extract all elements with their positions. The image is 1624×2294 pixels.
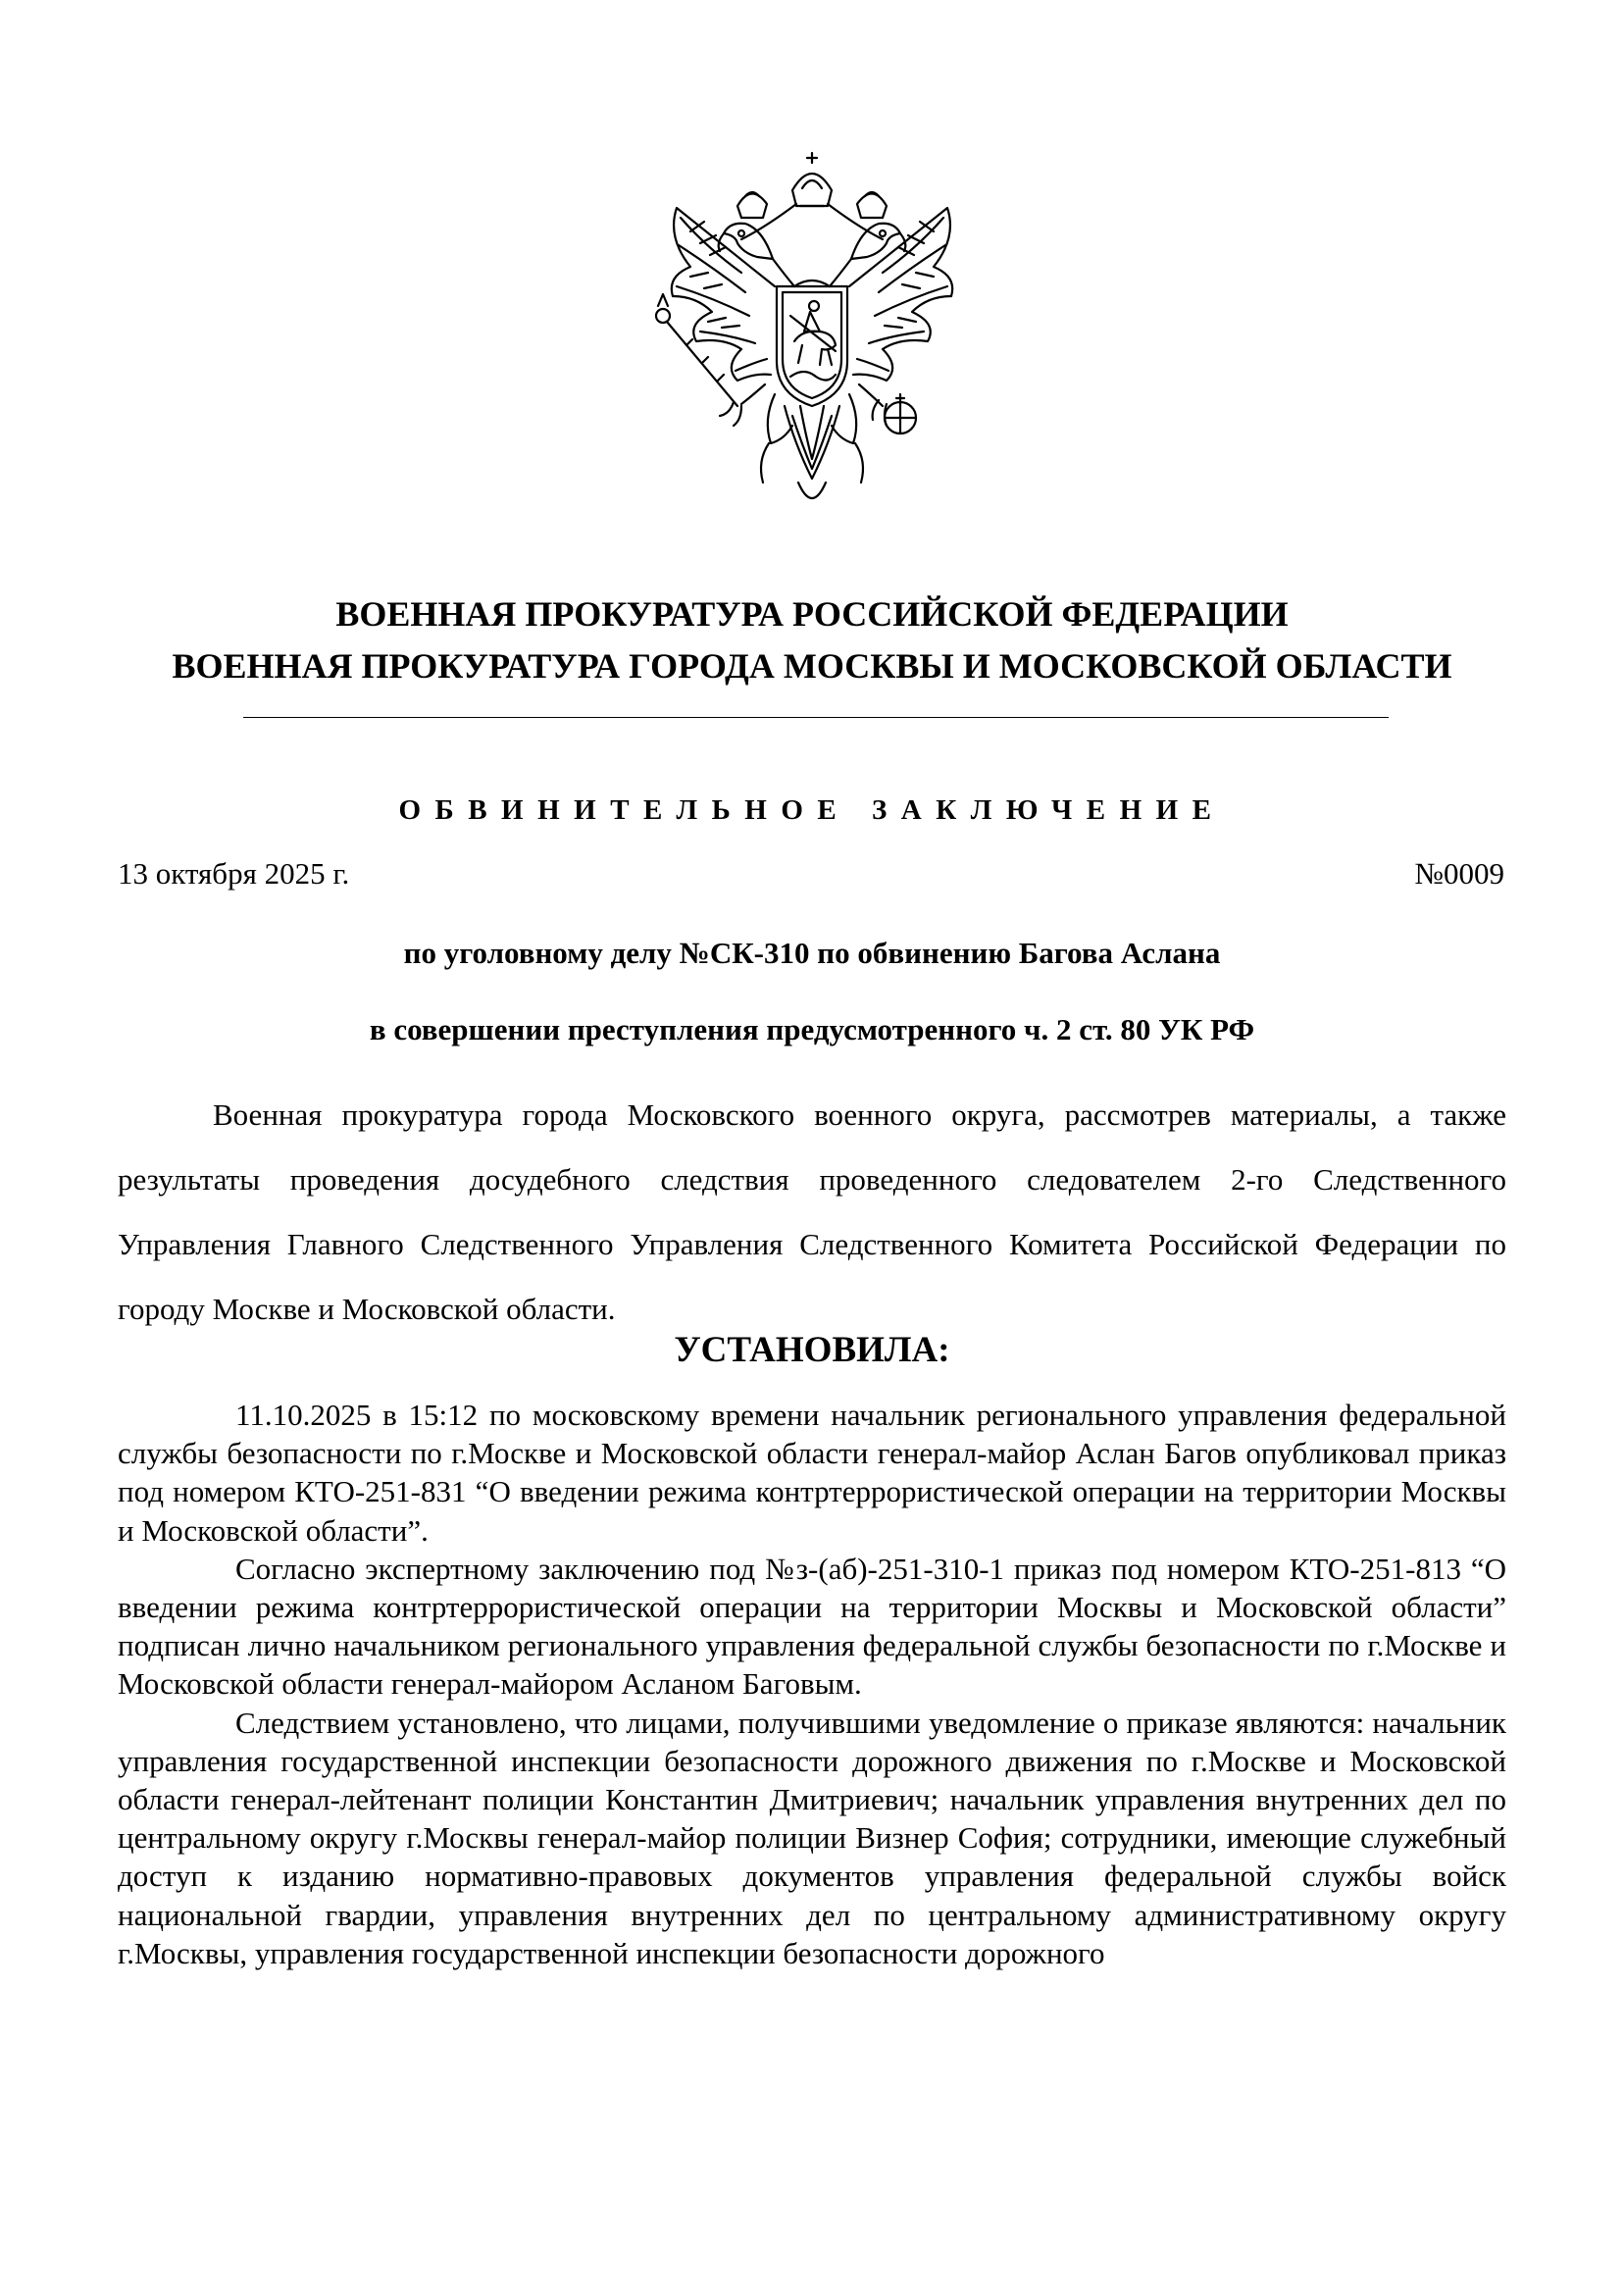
document-date: 13 октября 2025 г. <box>118 856 350 891</box>
findings-body <box>118 1396 1506 1972</box>
document-number: №0009 <box>1414 856 1504 891</box>
findings-paragraph: 11.10.2025 в 15:12 по московскому времени начальник регионального управления федеральной службы безопасности по г.Москве и Московской области генерал-майор Аслан Багов опубликовал приказ под номером КТО-251-831 “О введении режима контртеррористической операции на территории Москвы и Московской области”. <box>118 1398 1506 1548</box>
organization-name-line-1: ВОЕННАЯ ПРОКУРАТУРА РОССИЙСКОЙ ФЕДЕРАЦИИ <box>335 594 1289 634</box>
findings-paragraph: Согласно экспертному заключению под №з-(аб)-251-310-1 приказ под номером КТО-251-813 “О введении режима контртеррористической операции на территории Москвы и Московской области” подписан лично начальником регионального управления федеральной службы безопасности по г.Москве и Московской области генерал-майором Асланом Баговым. <box>118 1551 1506 1702</box>
intro-paragraph: Военная прокуратура города Московского военного округа, рассмотрев материалы, а также результаты проведения досудебного следствия проведенного следователем 2-го Следственного Управления Главного Следственного Управления Следственного Комитета Российской Федерации по городу Москве и Московской области. <box>118 1097 1506 1326</box>
case-subject-line-1: по уголовному делу №СК-310 по обвинению Багова Аслана <box>403 936 1221 970</box>
section-heading: УСТАНОВИЛА: <box>674 1330 950 1370</box>
case-subject-line-2: в совершении преступления предусмотренного ч. 2 ст. 80 УК РФ <box>369 1012 1255 1046</box>
document-title: ОБВИНИТЕЛЬНОЕ ЗАКЛЮЧЕНИЕ <box>398 794 1226 826</box>
header-divider <box>243 717 1389 718</box>
russian-coat-of-arms-icon <box>647 149 977 522</box>
findings-paragraph: Следствием установлено, что лицами, получившими уведомление о приказе являются: начальник управления государственной инспекции безопасности дорожного движения по г.Москве и Московской области генерал-лейтенант полиции Константин Дмитриевич; начальник управления внутренних дел по центральному округу г.Москвы генерал-майор полиции Визнер София; сотрудники, имеющие служебный доступ к изданию нормативно-правовых документов управления федеральной службы войск национальной гвардии, управления внутренних дел по центральному административному округу г.Москвы, управления государственной инспекции безопасности дорожного <box>118 1705 1506 1970</box>
organization-name-line-2: ВОЕННАЯ ПРОКУРАТУРА ГОРОДА МОСКВЫ И МОСКОВСКОЙ ОБЛАСТИ <box>172 646 1452 686</box>
